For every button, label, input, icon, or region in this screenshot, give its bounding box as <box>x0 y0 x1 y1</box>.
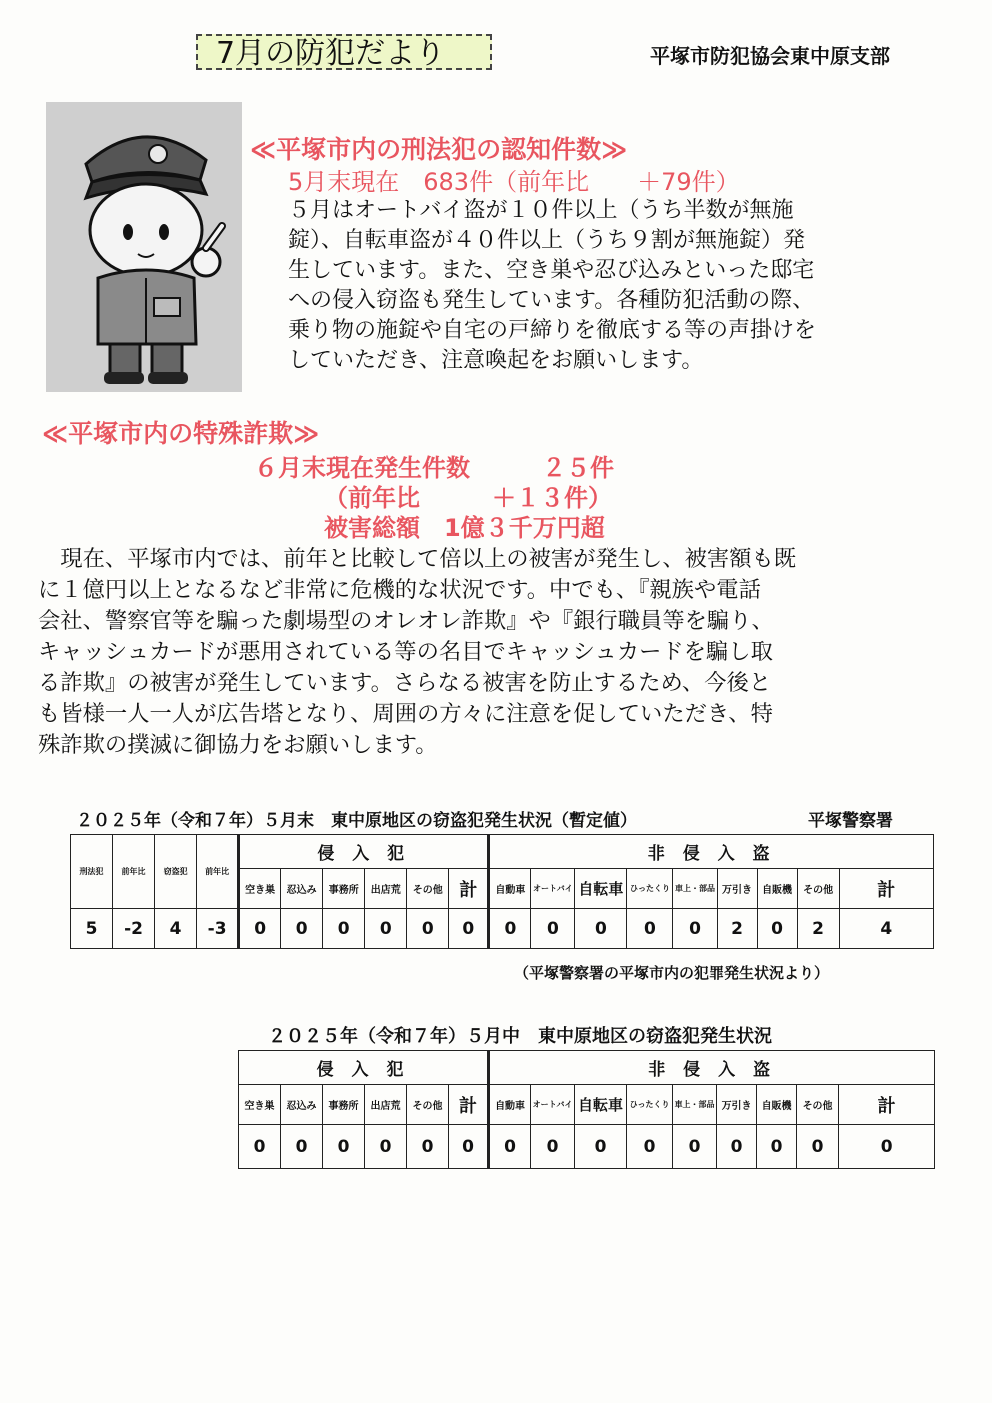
body-line: に１億円以上となるなど非常に危機的な状況です。中でも、『親族や電話 <box>38 577 761 603</box>
police-mascot-illustration <box>46 102 242 392</box>
value-cell: 0 <box>575 909 627 949</box>
value-cell: 0 <box>407 1125 449 1169</box>
header-night-burglary: 忍込み <box>281 1085 323 1125</box>
header-store: 出店荒 <box>365 1085 407 1125</box>
value-cell: 0 <box>365 1125 407 1169</box>
value-cell: 0 <box>797 1125 839 1169</box>
table1-source-note: （平塚警察署の平塚市内の犯罪発生状況より） <box>514 964 830 982</box>
value-cell: 0 <box>627 909 673 949</box>
header-vacant-burglary: 空き巣 <box>239 1085 281 1125</box>
header-other: その他 <box>797 1085 839 1125</box>
header-motorcycle: オートバイ <box>531 1085 575 1125</box>
header-car: 自動車 <box>489 1085 531 1125</box>
value-cell: 4 <box>839 909 933 949</box>
group-header-non-intrusion: 非 侵 入 盗 <box>489 1051 935 1085</box>
body-line: 現在、平塚市内では、前年と比較して倍以上の被害が発生し、被害額も既 <box>38 546 797 572</box>
header-penal-crimes: 刑法犯 <box>71 835 113 909</box>
body-line: 生しています。また、空き巣や忍び込みといった邸宅 <box>288 258 815 283</box>
organization-name: 平塚市防犯協会東中原支部 <box>650 44 890 68</box>
header-shoplifting: 万引き <box>717 1085 757 1125</box>
header-vending: 自販機 <box>757 1085 797 1125</box>
value-cell: 0 <box>627 1125 673 1169</box>
body-line: キャッシュカードが悪用されている等の名目でキャッシュカードを騙し取 <box>38 639 773 665</box>
section-heading-special-fraud: ≪平塚市内の特殊詐欺≫ <box>42 419 320 448</box>
fraud-year-comparison: （前年比 ＋１３件） <box>324 484 612 512</box>
value-cell: 0 <box>673 1125 717 1169</box>
value-cell: 2 <box>797 909 839 949</box>
section2-body <box>38 544 958 761</box>
header-snatching: ひったくり <box>627 1085 673 1125</box>
header-vacant-burglary: 空き巣 <box>239 869 281 909</box>
value-cell: 2 <box>717 909 757 949</box>
fraud-case-count: ６月末現在発生件数 ２５件 <box>254 454 614 482</box>
body-line: への侵入窃盗も発生しています。各種防犯活動の際、 <box>288 288 815 313</box>
body-line: 錠）、自転車盗が４０件以上（うち９割が無施錠）発 <box>288 228 806 253</box>
header-yoy: 前年比 <box>113 835 155 909</box>
value-cell: 0 <box>449 1125 489 1169</box>
table1-source: 平塚警察署 <box>808 811 893 831</box>
header-vending: 自販機 <box>757 869 797 909</box>
header-bicycle: 自転車 <box>575 869 627 909</box>
value-cell: 0 <box>673 909 717 949</box>
body-line: 殊詐欺の撲滅に御協力をお願いします。 <box>38 732 438 758</box>
header-store: 出店荒 <box>365 869 407 909</box>
value-cell: 0 <box>323 1125 365 1169</box>
table2-title: ２０２５年（令和７年）５月中 東中原地区の窃盗犯発生状況 <box>268 1026 772 1047</box>
body-line: ５月はオートバイ盗が１０件以上（うち半数が無施 <box>288 198 794 223</box>
header-shoplifting: 万引き <box>717 869 757 909</box>
section1-body <box>288 196 948 376</box>
header-other: その他 <box>407 1085 449 1125</box>
section-heading-penal-crimes: ≪平塚市内の刑法犯の認知件数≫ <box>250 135 628 164</box>
header-office: 事務所 <box>323 1085 365 1125</box>
body-line: 乗り物の施錠や自宅の戸締りを徹底する等の声掛けを <box>288 318 817 343</box>
body-line: も皆様一人一人が広告塔となり、周囲の方々に注意を促していただき、特 <box>38 701 773 727</box>
header-subtotal: 計 <box>449 1085 489 1125</box>
header-bicycle: 自転車 <box>575 1085 627 1125</box>
value-cell: 0 <box>575 1125 627 1169</box>
header-car-parts: 車上・部品 <box>673 869 717 909</box>
value-cell: 0 <box>531 909 575 949</box>
header-theft: 窃盗犯 <box>155 835 197 909</box>
header-motorcycle: オートバイ <box>531 869 575 909</box>
value-cell: -2 <box>113 909 155 949</box>
newsletter-title: 7月の防犯だより <box>196 34 492 70</box>
value-cell: 0 <box>717 1125 757 1169</box>
value-cell: 0 <box>449 909 489 949</box>
value-cell: 0 <box>239 1125 281 1169</box>
header-theft-yoy: 前年比 <box>197 835 239 909</box>
header-car-parts: 車上・部品 <box>673 1085 717 1125</box>
header-other: その他 <box>797 869 839 909</box>
value-cell: 0 <box>531 1125 575 1169</box>
penal-crime-count: 5月末現在 683件（前年比 ＋79件） <box>288 168 740 196</box>
header-snatching: ひったくり <box>627 869 673 909</box>
value-cell: 0 <box>239 909 281 949</box>
value-cell: 0 <box>757 1125 797 1169</box>
header-subtotal: 計 <box>839 869 933 909</box>
value-cell: 0 <box>281 1125 323 1169</box>
theft-status-table-during-may <box>238 1050 935 1169</box>
group-header-non-intrusion: 非 侵 入 盗 <box>489 835 934 869</box>
header-other: その他 <box>407 869 449 909</box>
value-cell: 0 <box>323 909 365 949</box>
value-cell: 5 <box>71 909 113 949</box>
value-cell: 0 <box>757 909 797 949</box>
value-cell: -3 <box>197 909 239 949</box>
group-header-intrusion: 侵 入 犯 <box>239 835 489 869</box>
header-subtotal: 計 <box>449 869 489 909</box>
body-line: していただき、注意喚起をお願いします。 <box>288 348 704 373</box>
header-office: 事務所 <box>323 869 365 909</box>
header-night-burglary: 忍込み <box>281 869 323 909</box>
value-cell: 0 <box>489 909 531 949</box>
body-line: 会社、警察官等を騙った劇場型のオレオレ詐欺』や『銀行職員等を騙り、 <box>38 608 774 634</box>
table1-title: ２０２５年（令和７年）５月末 東中原地区の窃盗犯発生状況（暫定値） <box>76 811 637 831</box>
value-cell: 0 <box>839 1125 935 1169</box>
value-cell: 4 <box>155 909 197 949</box>
header-car: 自動車 <box>489 869 531 909</box>
value-cell: 0 <box>489 1125 531 1169</box>
value-cell: 0 <box>365 909 407 949</box>
value-cell: 0 <box>407 909 449 949</box>
value-cell: 0 <box>281 909 323 949</box>
header-subtotal: 計 <box>839 1085 935 1125</box>
group-header-intrusion: 侵 入 犯 <box>239 1051 489 1085</box>
theft-status-table-end-of-may <box>70 834 934 949</box>
fraud-damage-total: 被害総額 1億３千万円超 <box>324 514 605 542</box>
body-line: る詐欺』の被害が発生しています。さらなる被害を防止するため、今後と <box>38 670 772 696</box>
